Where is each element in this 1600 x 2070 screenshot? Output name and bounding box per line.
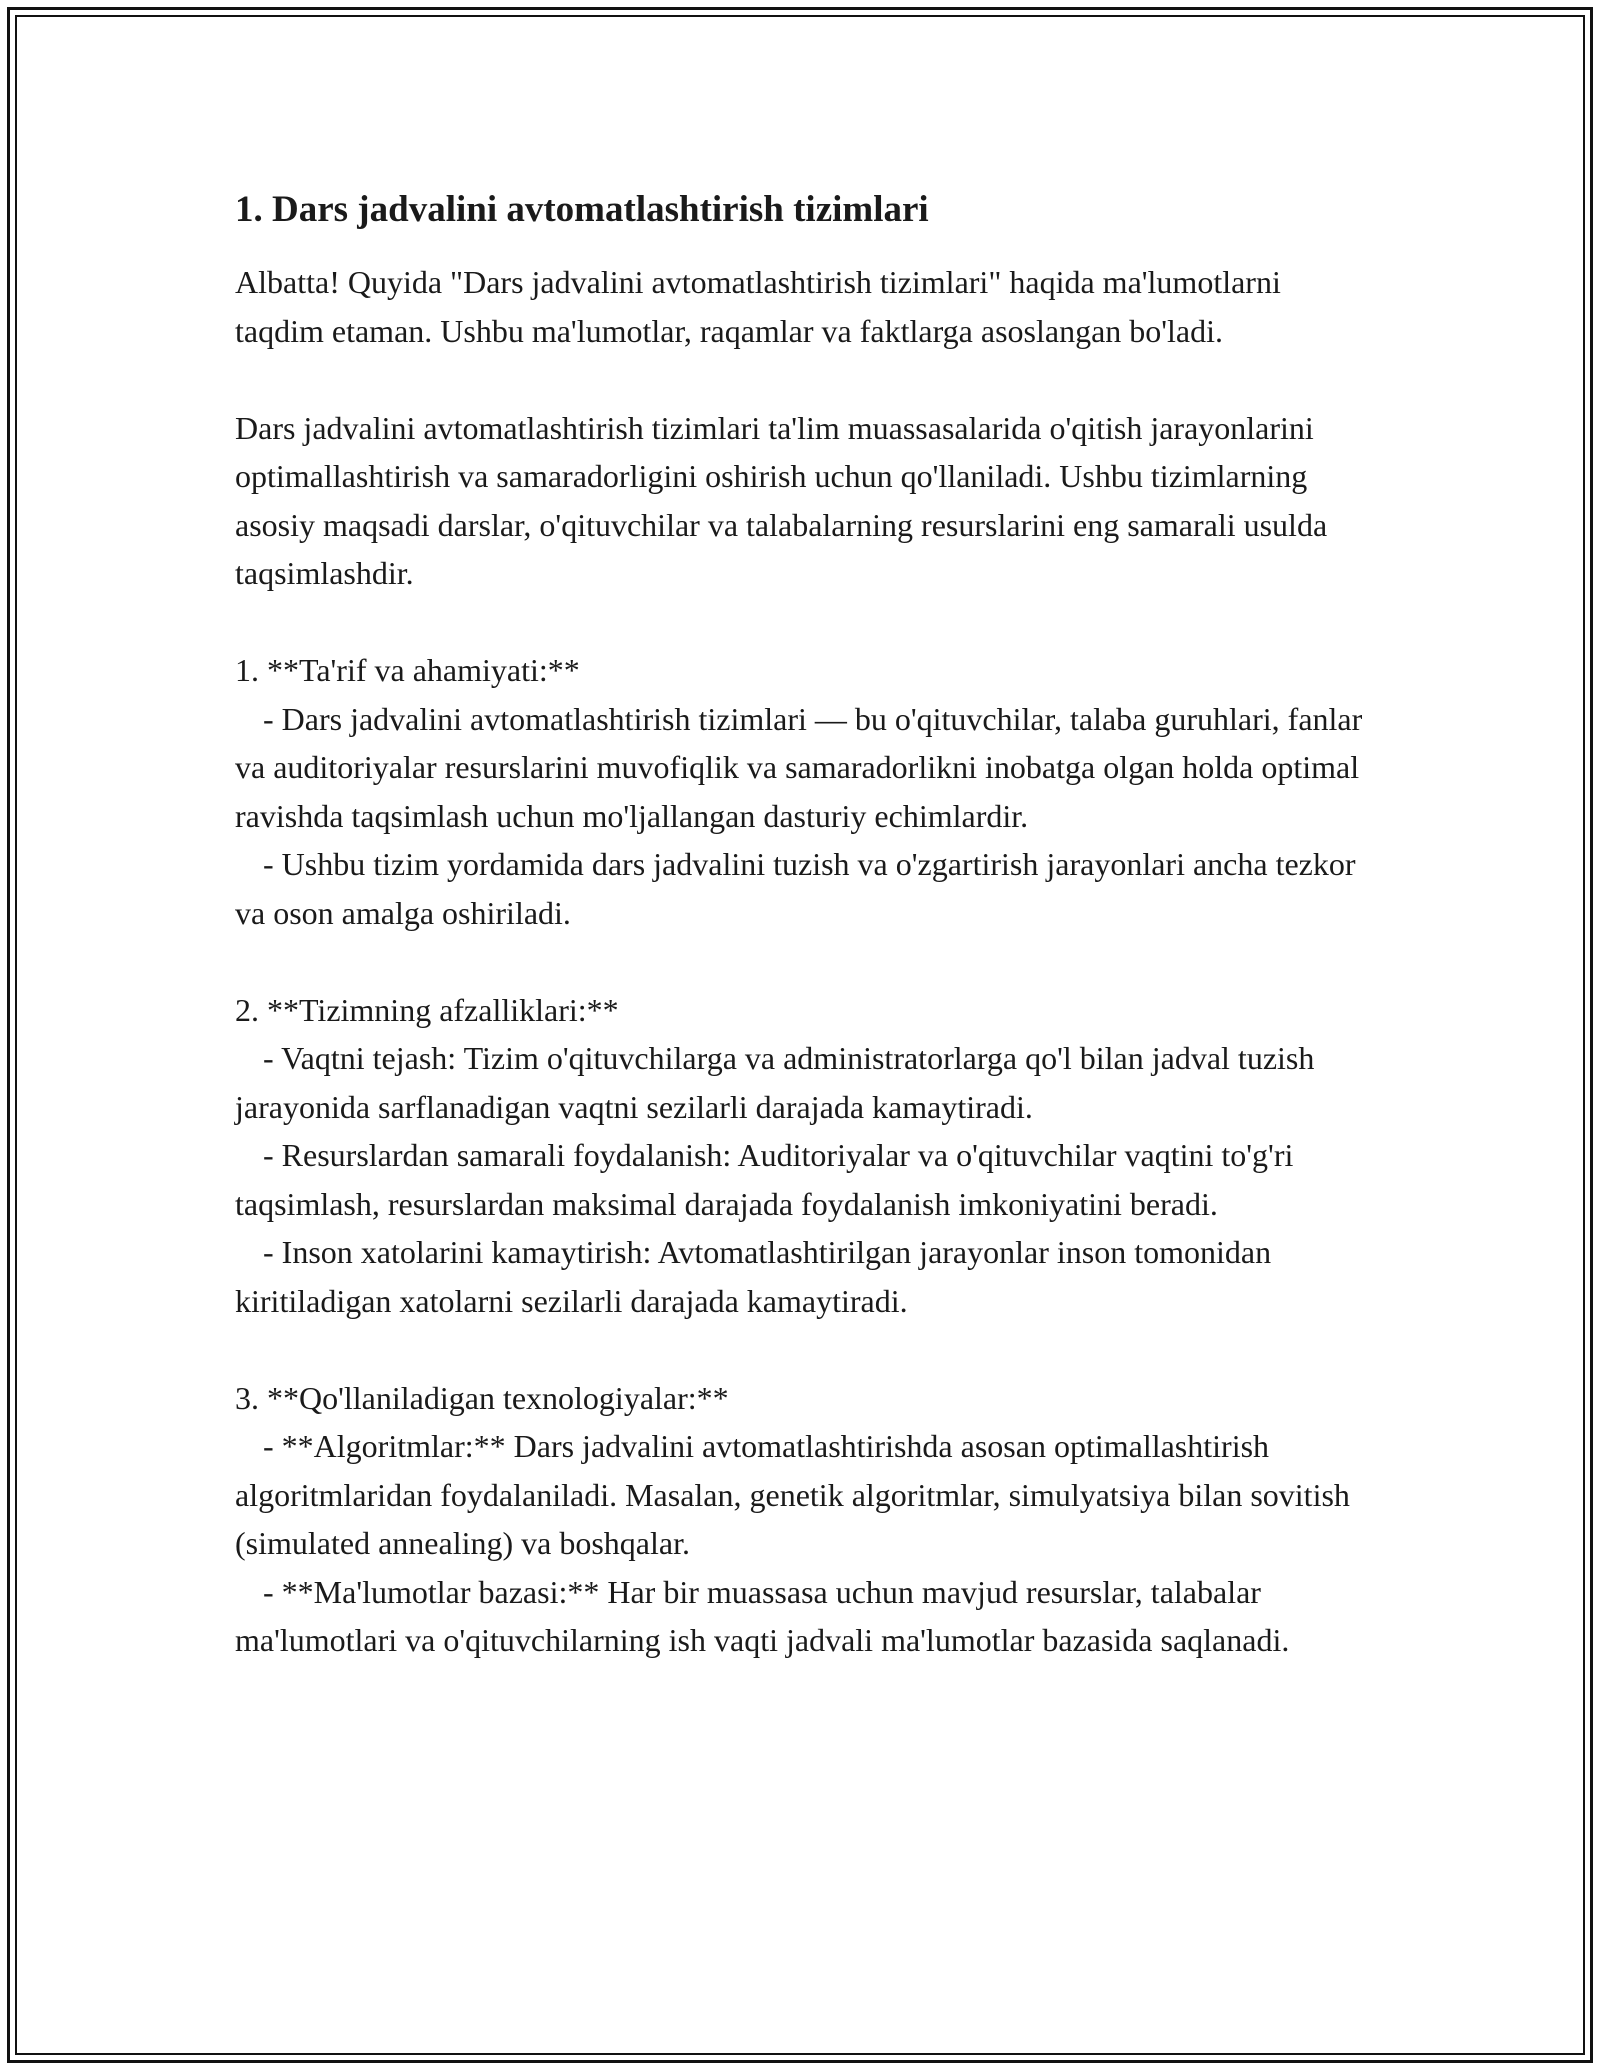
section-heading: 3. **Qo'llaniladigan texnologiyalar:** <box>235 1379 729 1416</box>
list-item-text: - Inson xatolarini kamaytirish: Avtomatlashtirilgan jarayonlar inson tomonidan kiritiladigan xatolarni sezilarli darajada kamaytiradi. <box>235 1234 1272 1319</box>
list-item-text: - Vaqtni tejash: Tizim o'qituvchilarga va administratorlarga qo'l bilan jadval tuzish jarayonida sarflanadigan vaqtni sezilarli darajada kamaytiradi. <box>235 1040 1315 1125</box>
list-item <box>235 840 1365 937</box>
list-item-text: - Resurslardan samarali foydalanish: Auditoriyalar va o'qituvchilar vaqtini to'g'ri taqsimlash, resurslardan maksimal darajada foydalanish imkoniyatini beradi. <box>235 1137 1294 1222</box>
list-item <box>235 1034 1365 1131</box>
section-definition <box>235 646 1365 937</box>
list-item-text: - Dars jadvalini avtomatlashtirish tizimlari — bu o'qituvchilar, talaba guruhlari, fanlar va auditoriyalar resurslarini muvofiqlik va samaradorlikni inobatga olgan holda optimal ravishda taqsimlash uchun mo'ljallangan dasturiy echimlardir. <box>235 700 1363 834</box>
list-item <box>235 695 1365 841</box>
section-heading: 1. **Ta'rif va ahamiyati:** <box>235 652 580 688</box>
section-heading: 2. **Tizimning afzalliklari:** <box>235 991 619 1028</box>
list-item <box>235 1422 1365 1568</box>
list-item-text: - Ushbu tizim yordamida dars jadvalini tuzish va o'zgartirish jarayonlari ancha tezkor va oson amalga oshiriladi. <box>235 846 1356 931</box>
list-item-text: - **Ma'lumotlar bazasi:** Har bir muassasa uchun mavjud resurslar, talabalar ma'lumotlari va o'qituvchilarning ish vaqti jadvali ma'lumotlar bazasida saqlanadi. <box>235 1573 1290 1658</box>
document-title: 1. Dars jadvalini avtomatlashtirish tizimlari <box>235 189 929 230</box>
intro-paragraph: Albatta! Quyida "Dars jadvalini avtomatlashtirish tizimlari" haqida ma'lumotlarni taqdim etaman. Ushbu ma'lumotlar, raqamlar va faktlarga asoslangan bo'ladi. <box>235 264 1281 349</box>
intro-paragraph: Dars jadvalini avtomatlashtirish tizimlari ta'lim muassasalarida o'qitish jarayonlarini optimallashtirish va samaradorligini oshirish uchun qo'llaniladi. Ushbu tizimlarning asosiy maqsadi darslar, o'qituvchilar va talabalarning resurslarini eng samarali usulda taqsimlashdir. <box>235 409 1328 591</box>
list-item <box>235 1568 1365 1665</box>
section-technologies <box>235 1374 1365 1665</box>
section-advantages <box>235 986 1365 1326</box>
list-item <box>235 1131 1365 1228</box>
list-item <box>235 1228 1365 1325</box>
list-item-text: - **Algoritmlar:** Dars jadvalini avtomatlashtirishda asosan optimallashtirish algoritmlaridan foydalaniladi. Masalan, genetik algoritmlar, simulyatsiya bilan sovitish (simulated annealing) va boshqalar. <box>235 1428 1350 1561</box>
document-body <box>235 186 1365 1713</box>
